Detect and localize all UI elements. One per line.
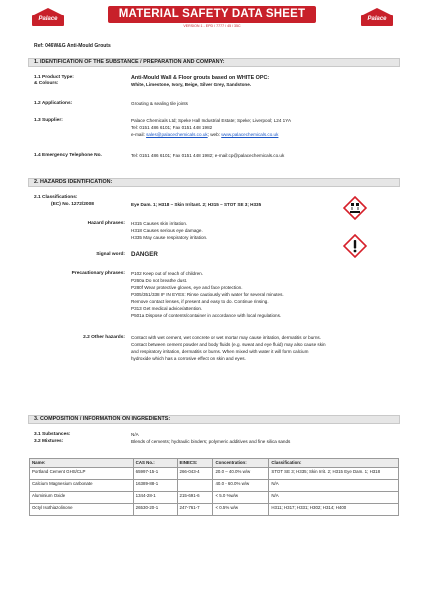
- signal-word-label: Signal word:: [96, 252, 125, 257]
- table-cell: 20.0 – 40.0% w/w: [213, 467, 269, 479]
- table-cell: 26530-20-1: [133, 503, 177, 515]
- column-header: EINECS:: [177, 459, 213, 468]
- document-title: MATERIAL SAFETY DATA SHEET: [108, 6, 316, 23]
- version-line: VERSION 1 - EPD / 7777 / 45 / 35C: [183, 24, 241, 28]
- classifications-label: 2.1 Classifications:: [34, 195, 78, 200]
- mixtures-label: 3.2 Mixtures:: [34, 439, 64, 444]
- section-1-heading: 1. IDENTIFICATION OF THE SUBSTANCE / PREPARATION AND COMPANY:: [28, 58, 400, 67]
- supplier-phone: Tel: 0151 486 6101; Fax 0151 448 1982: [131, 125, 213, 130]
- supplier-address: Palace Chemicals Ltd; Speke Hall Industrial Estate; Speke; Liverpool; L24 1YA: [131, 118, 292, 123]
- precautionary-phrase: P501a Dispose of contents/container in accordance with local regulations.: [131, 313, 282, 318]
- logo-text: Palace: [367, 16, 387, 22]
- precautionary-phrase: P305/351/338 IF IN EYES: Rinse cautiously with water for several minutes.: [131, 292, 284, 297]
- table-cell: 1344-28-1: [133, 491, 177, 503]
- other-hazards-line: and respiratory irritation, dermatitis or burns. When mixed with water it will form calcium: [131, 349, 309, 354]
- logo-text: Palace: [38, 16, 58, 22]
- product-type-label: 1.1 Product Type:: [34, 75, 74, 80]
- table-cell: < 5.0 %w/w: [213, 491, 269, 503]
- table-cell: STOT SE 3; H335; Skin Irrit. 2; H315 Eye Dam. 1; H318: [269, 467, 399, 479]
- table-cell: < 0.5% w/w: [213, 503, 269, 515]
- column-header: Classification:: [269, 459, 399, 468]
- ec-classification: Eye Dam. 1; H318 – Skin Irritant. 2; H315 – STOT SE 3; H335: [131, 202, 262, 207]
- table-cell: 247-761-7: [177, 503, 213, 515]
- signal-word: DANGER: [131, 251, 158, 258]
- mixtures-value: Blends of cements; hydraulic binders; polymeric additives and fine silica sands: [131, 439, 291, 444]
- ec-number-label: (EC) No. 1272/2008: [51, 202, 94, 207]
- precautionary-phrase: P102 Keep out of reach of children.: [131, 271, 204, 276]
- other-hazards-line: hydroxide which has a corrosive effect on skin and eyes.: [131, 356, 246, 361]
- exclamation-icon: [343, 234, 367, 258]
- other-hazards-line: Contact between cement powder and body fluids (e.g. sweat and eye fluid) may also cause skin: [131, 342, 326, 347]
- table-row: [30, 503, 399, 515]
- email-prefix: e-mail:: [131, 132, 147, 137]
- colours-label: & Colours:: [34, 81, 59, 86]
- table-row: [30, 491, 399, 503]
- applications-value: Grouting & sealing tile joints: [131, 101, 188, 106]
- table-cell: Portland Cement GHS/CLP: [30, 467, 134, 479]
- section-3-heading: 3. COMPOSITION / INFORMATION ON INGREDIENTS:: [28, 415, 400, 424]
- table-cell: Aluminium Oxide: [30, 491, 134, 503]
- applications-label: 1.2 Applications:: [34, 101, 73, 106]
- corrosion-icon: [343, 196, 367, 220]
- hazard-phrase: H318 Causes serious eye damage.: [131, 228, 203, 233]
- table-cell: [177, 479, 213, 491]
- table-cell: 266-043-4: [177, 467, 213, 479]
- palace-logo-left: [30, 8, 66, 28]
- table-cell: 215-691-6: [177, 491, 213, 503]
- other-hazards-line: Contact with wet cement, wet concrete or wet mortar may cause irritation, dermatitis or burns.: [131, 335, 321, 340]
- ingredients-table: [29, 458, 399, 516]
- emergency-value: Tel: 0151 486 6101; Fax 0151 448 1982; e-mail:cp@palacechemicals.co.uk: [131, 153, 285, 158]
- substances-label: 3.1 Substances:: [34, 432, 71, 437]
- table-cell: Calcium Magnesium carbonate: [30, 479, 134, 491]
- supplier-web-link[interactable]: www.palacechemicals.co.uk: [221, 132, 279, 137]
- precautionary-phrase: P280f Wear protective gloves, eye and face protection.: [131, 285, 243, 290]
- column-header: Concentration:: [213, 459, 269, 468]
- table-cell: 65997-15-1: [133, 467, 177, 479]
- table-cell: N/A: [269, 479, 399, 491]
- precautionary-phrase: P313 Get medical advice/attention.: [131, 306, 203, 311]
- supplier-label: 1.3 Supplier:: [34, 118, 63, 123]
- column-header: CAS No.:: [133, 459, 177, 468]
- table-cell: N/A: [269, 491, 399, 503]
- precautionary-label: Precautionary phrases:: [71, 271, 125, 276]
- table-header-row: [30, 459, 399, 468]
- table-cell: 40.0 - 60.0% w/w: [213, 479, 269, 491]
- supplier-contact: [131, 132, 278, 138]
- column-header: Name:: [30, 459, 134, 468]
- section-2-heading: 2. HAZARDS IDENTIFICATION:: [28, 178, 400, 187]
- web-prefix: ; web:: [207, 132, 222, 137]
- supplier-email-link[interactable]: sales@palacechemicals.co.uk: [146, 132, 208, 137]
- table-cell: Octyl Isothiazolinone: [30, 503, 134, 515]
- table-cell: 16389-88-1: [133, 479, 177, 491]
- colours-value: White, Limestone, Ivory, Beige, Silver Grey, Sandstone.: [131, 82, 252, 87]
- hazard-phrase: H335 May cause respiratory irritation.: [131, 235, 208, 240]
- palace-logo-right: [359, 8, 395, 28]
- substances-value: N/A: [131, 432, 139, 437]
- table-row: [30, 479, 399, 491]
- emergency-label: 1.4 Emergency Telephone No.: [34, 153, 102, 158]
- table-row: [30, 467, 399, 479]
- product-type-value: Anti-Mould Wall & Floor grouts based on WHITE OPC:: [131, 75, 270, 81]
- hazard-phrases-label: Hazard phrases:: [87, 221, 125, 226]
- hazard-phrase: H315 Causes skin irritation.: [131, 221, 188, 226]
- reference: Ref: 046W&G Anti-Mould Grouts: [34, 43, 111, 49]
- precautionary-phrase: Remove contact lenses, if present and easy to do. Continue rinsing.: [131, 299, 269, 304]
- table-cell: H311; H317; H331; H302; H314; H400: [269, 503, 399, 515]
- precautionary-phrase: P260a Do not breathe dust.: [131, 278, 188, 283]
- other-hazards-label: 2.2 Other hazards:: [83, 335, 125, 340]
